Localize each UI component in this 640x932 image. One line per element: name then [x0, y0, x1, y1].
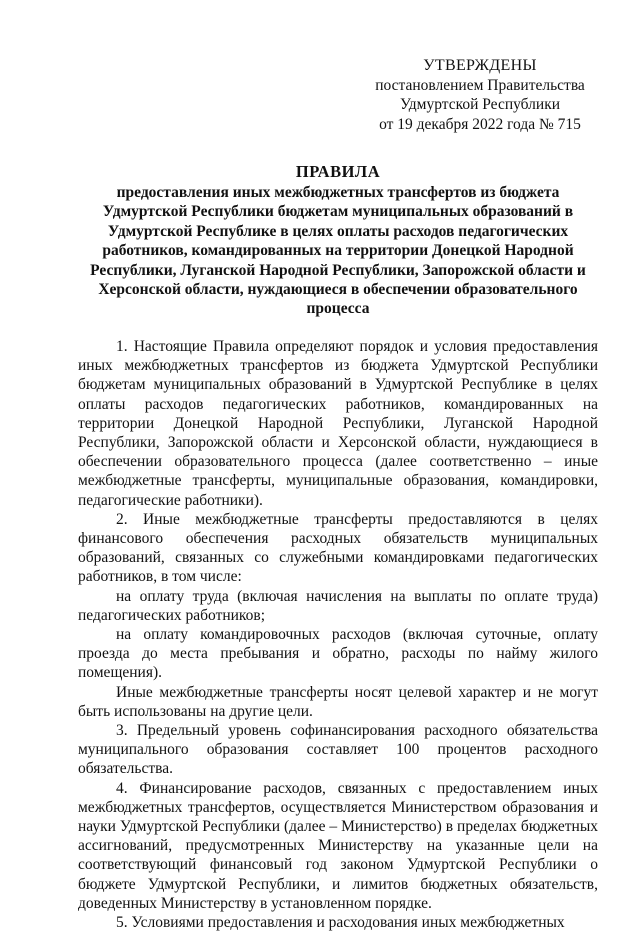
document-subtitle: предоставления иных межбюджетных трансфертов из бюджета Удмуртской Республики бюджетам муниципальных образований в Удмуртской Республике в целях оплаты расходов педагогических работников, командированных на территории Донецкой Народной Республики, Луганской Народной Республики, Запорожской области и Херсонской области, нуждающиеся в обеспечении образовательного процесса: [90, 184, 586, 318]
title-block: [78, 162, 598, 319]
paragraph-3: 3. Предельный уровень софинансирования расходного обязательства муниципального образования составляет 100 процентов расходного обязательства.: [78, 722, 598, 778]
paragraph-1: 1. Настоящие Правила определяют порядок и условия предоставления иных межбюджетных трансфертов из бюджета Удмуртской Республики бюджетам муниципальных образований в Удмуртской Республике в целях оплаты расходов педагогических работников, командированных на территории Донецкой Народной Республики, Луганской Народной Республики, Запорожской области и Херсонской области, нуждающиеся в обеспечении образовательного процесса (далее соответственно – иные межбюджетные трансферты, муниципальные образования, командировки, педагогические работники).: [78, 338, 598, 509]
document-title: ПРАВИЛА: [295, 162, 381, 181]
approval-line-2: Удмуртской Республики: [399, 96, 561, 113]
document-body: [78, 337, 598, 932]
approval-line-3: от 19 декабря 2022 года № 715: [379, 115, 581, 133]
approval-heading: УТВЕРЖДЕНЫ: [423, 57, 537, 74]
paragraph-5: 5. Условиями предоставления и расходования иных межбюджетных: [116, 914, 565, 932]
paragraph-2-item-1: на оплату труда (включая начисления на выплаты по оплате труда) педагогических работников;: [78, 587, 598, 624]
approval-block: [360, 56, 600, 134]
paragraph-4: 4. Финансирование расходов, связанных с предоставлением иных межбюджетных трансфертов, осуществляется Министерством образования и науки Удмуртской Республики (далее – Министерство) в пределах бюджетных ассигнований, предусмотренных Министерству на указанные цели на соответствующий финансовый год законом Удмуртской Республики о бюджете Удмуртской Республики, и лимитов бюджетных обязательств, доведенных Министерству в установленном порядке.: [78, 779, 598, 912]
paragraph-2-note: Иные межбюджетные трансферты носят целевой характер и не могут быть использованы на другие цели.: [78, 683, 598, 720]
paragraph-2-item-2: на оплату командировочных расходов (включая суточные, оплату проезда до места пребывания и обратно, расходы по найму жилого помещения).: [78, 626, 598, 682]
paragraph-2: 2. Иные межбюджетные трансферты предоставляются в целях финансового обеспечения расходных обязательств муниципальных образований, связанных со служебными командировками педагогических работников, в том числе:: [78, 510, 598, 586]
approval-line-1: постановлением Правительства: [375, 76, 585, 94]
